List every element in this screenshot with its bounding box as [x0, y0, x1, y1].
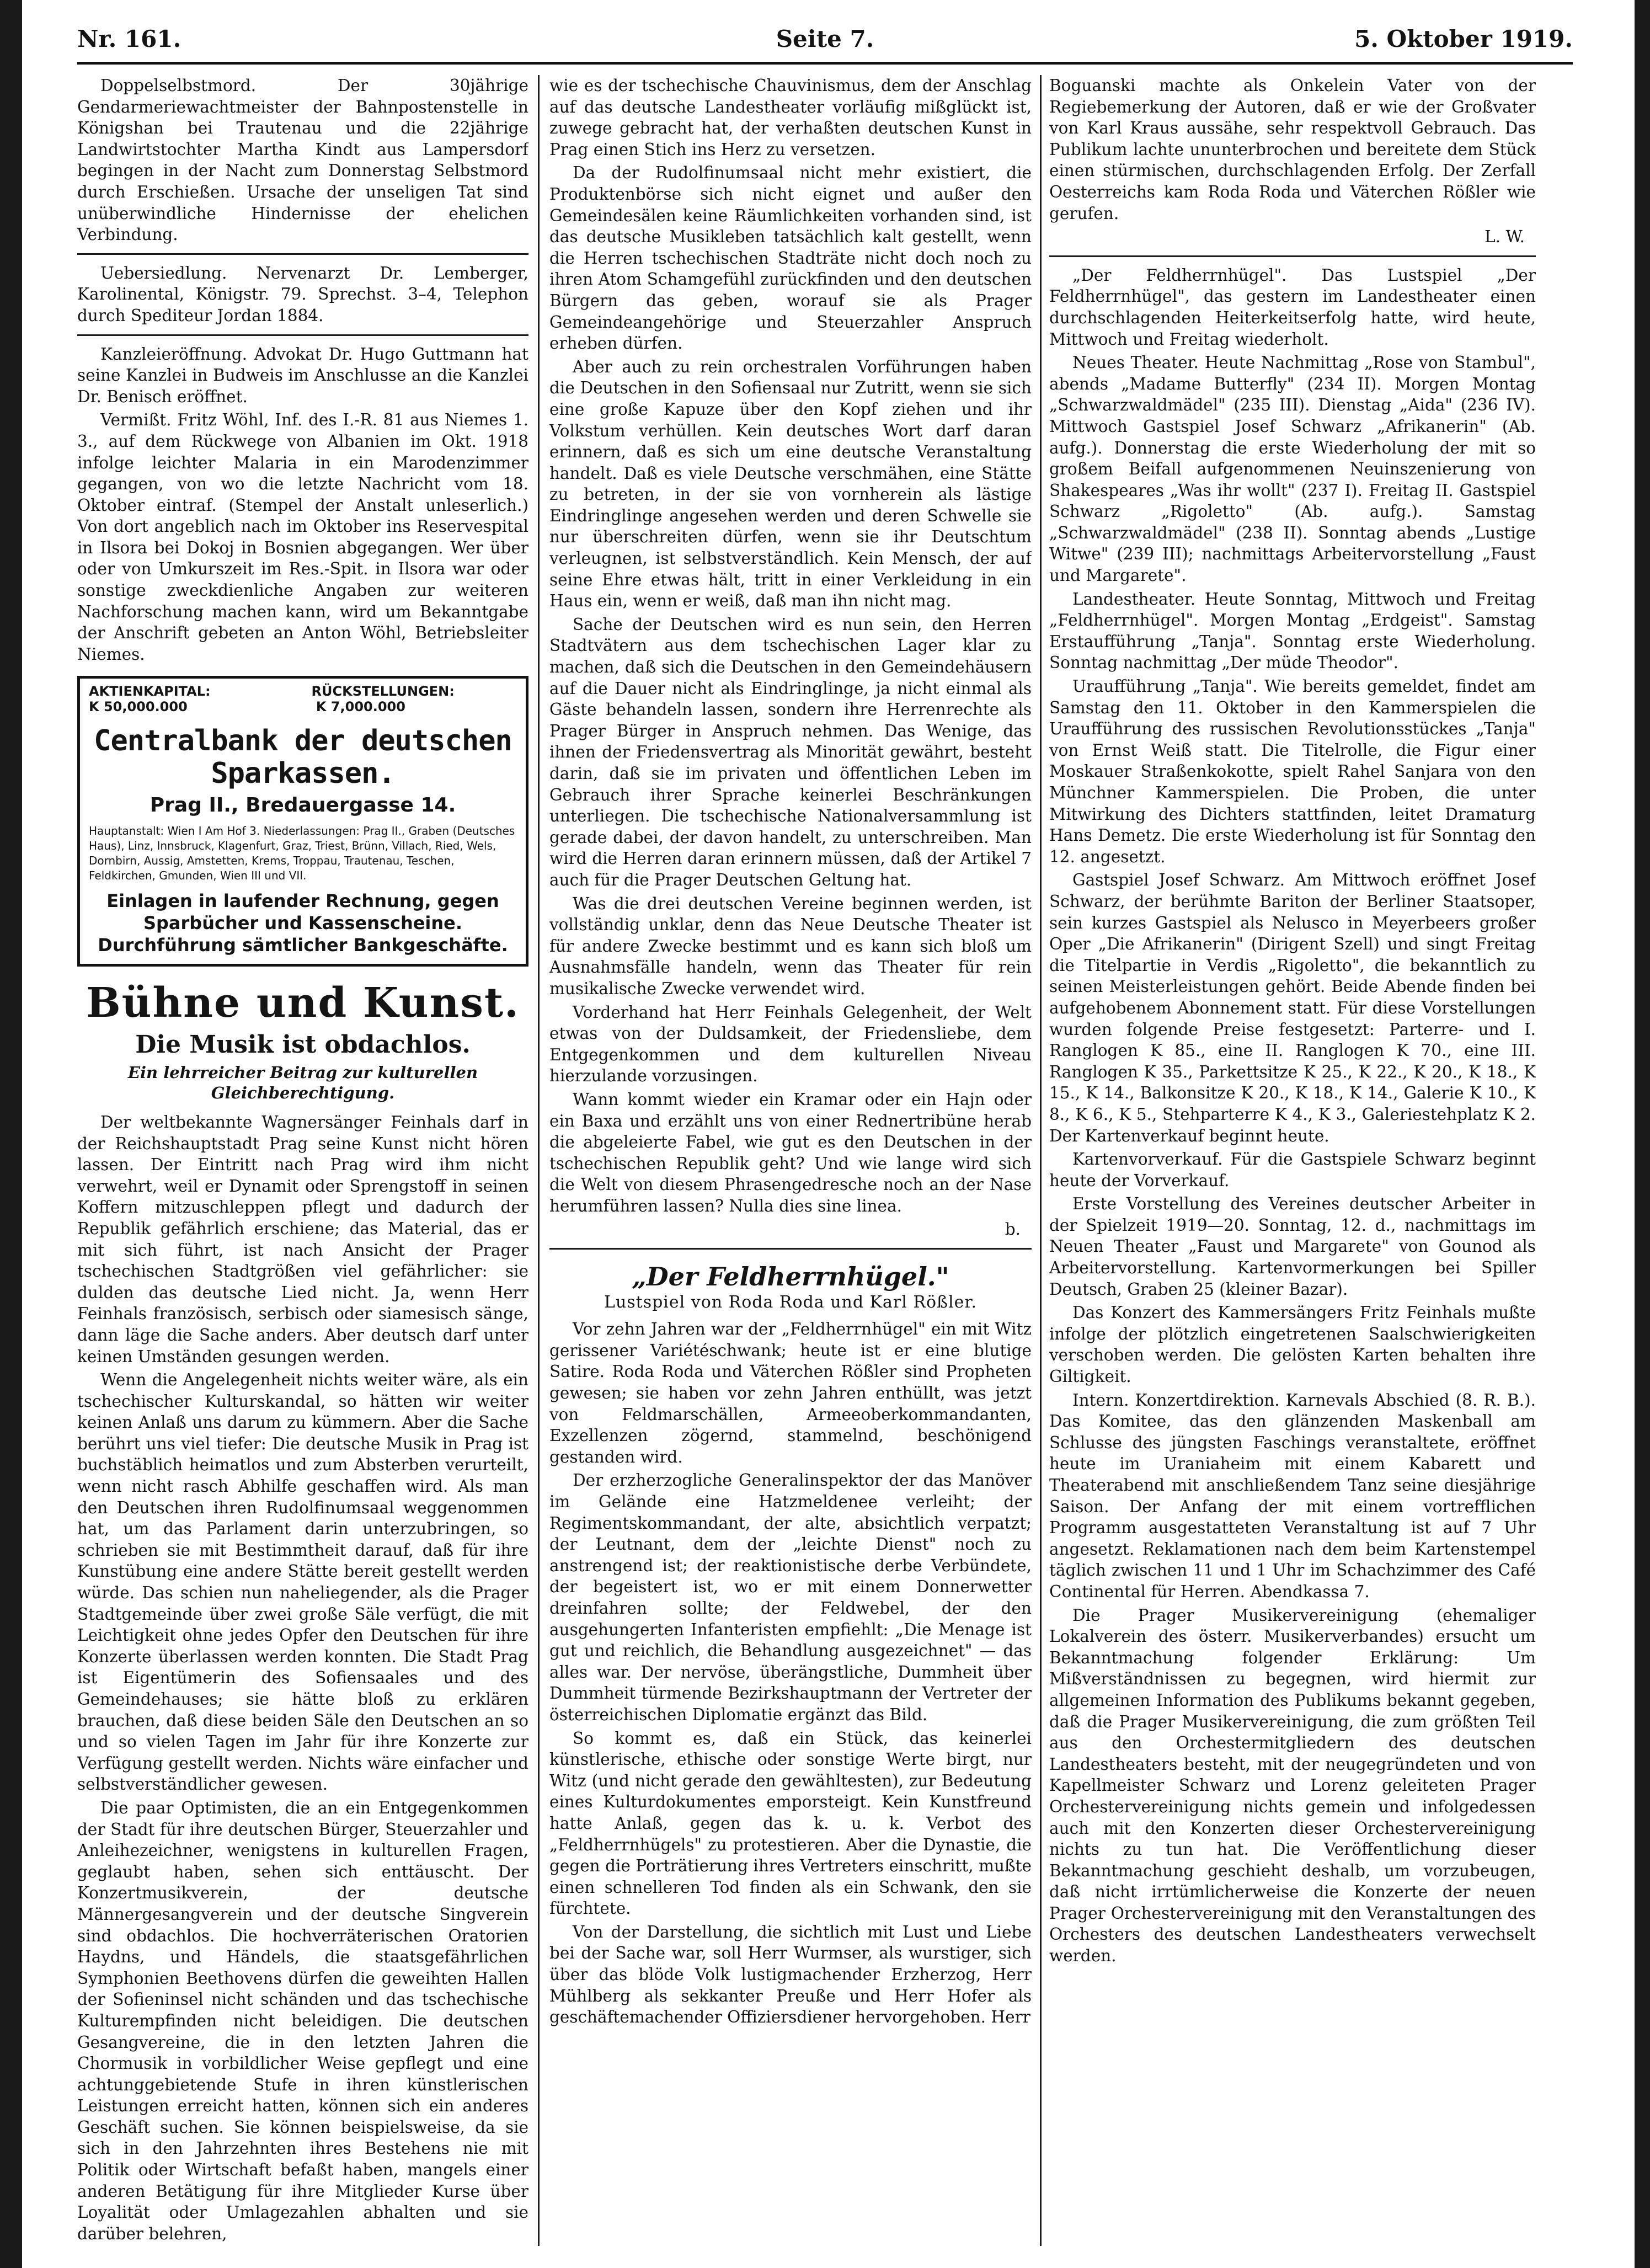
theater-notice: Landestheater. Heute Sonntag, Mittwoch und Freitag „Feldherrnhügel". Morgen Montag „Erdgeist". Samstag Erstaufführung „Tanja". Sonntag erste Wiederholung. Sonntag nachmittag „Der müde Theodor". — [1049, 589, 1536, 673]
article-paragraph: Sache der Deutschen wird es nun sein, den Herren Stadtvätern aus dem tschechischen Lager klar zu machen, daß sich die Deutschen in den Gemeindehäusern auf die Dauer nicht als Eindringlinge, ja nicht einmal als Gäste behandeln lassen, sondern ihre Herrenrechte als Prager Bürger in Anspruch nehmen. Das Wenige, das ihnen der Friedensvertrag als Minorität gewährt, besteht darin, daß sie im privaten und öffentlichen Leben im Gebrauch ihrer Sprache keinerlei Beschränkungen unterliegen. Die tschechische Nationalversammlung ist gerade dabei, der davon handelt, zu unterschreiben. Man wird die Herren daran erinnern müssen, daß der Artikel 7 auch für die Prager Deutschen Geltung hat. — [549, 615, 1032, 889]
article-title: Die Musik ist obdachlos. — [135, 1031, 471, 1059]
review-paragraph: Vor zehn Jahren war der „Feldherrnhügel" ein mit Witz gerissener Variétéschwank; heute ist er eine blutige Satire. Roda Roda und Väterchen Rößler sind Propheten gewesen; sie haben vor zehn Jahren enthüllt, was jetzt von Feldmarschällen, Armeeoberkommandanten, Exzellenzen zögernd, stammelnd, beschönigend gestanden wird. — [549, 1320, 1032, 1466]
article-subtitle: Ein lehrreicher Beitrag zur kulturellen Gleichberechtigung. — [127, 1063, 478, 1103]
divider — [549, 1248, 1032, 1250]
page-number: Seite 7. — [776, 25, 874, 52]
article-paragraph: Aber auch zu rein orchestralen Vorführungen haben die Deutschen in den Sofiensaal nur Zutritt, wenn sie sich eine große Kapuze über den Kopf ziehen und ihr Volkstum verhüllen. Kein deutsches Wort darf daran erinnern, daß es sich um eine deutsche Veranstaltung handelt. Daß es viele Deutsche verschmähen, eine Stätte zu betreten, in der sie von vornherein als lästige Eindringlinge angesehen werden und deren Schwelle sie nur überschreiten dürfen, wenn sie ihr Deutschtum verleugnen, ist selbstverständlich. Kein Mensch, der auf seine Ehre etwas hält, tritt in einer Verkleidung in ein Haus ein, wenn er weiß, daß man ihn nicht mag. — [549, 357, 1032, 611]
ad-capital-value: K 50,000.000 — [89, 699, 188, 715]
ad-address: Prag II., Bredauergasse 14. — [149, 794, 456, 817]
divider — [77, 253, 528, 255]
ad-capital-label: AKTIENKAPITAL: — [89, 684, 211, 700]
article-signature: b. — [1005, 1220, 1021, 1239]
review-title: „Der Feldherrnhügel." — [632, 1262, 949, 1292]
article-paragraph: Da der Rudolfinumsaal nicht mehr existiert, die Produktenbörse sich nicht eignet und außer den Gemeindesälen keine Räumlichkeiten vorhanden sind, ist das deutsche Musikleben tatsächlich kalt gestellt, wenn die Herren tschechischen Stadträte nicht doch noch zu ihren Atom Schamgefühl zurückfinden und den deutschen Bürgern das geben, worauf sie als Prager Gemeindeangehörige und Steuerzahler Anspruch erheben dürfen. — [549, 163, 1032, 353]
news-item: Kanzleieröffnung. Advokat Dr. Hugo Guttmann hat seine Kanzlei in Budweis im Anschlusse an die Kanzlei Dr. Benisch eröffnet. — [77, 344, 528, 406]
article-paragraph: Der weltbekannte Wagnersänger Feinhals darf in der Reichshauptstadt Prag seine Kunst nicht hören lassen. Der Eintritt nach Prag wird ihm nicht verwehrt, weil er Dynamit oder Sprengstoff in seinen Koffern mitzuschleppen pflegt und dadurch der Republik gefährlich erschiene; das Material, das er mit sich führt, ist nach Ansicht der Prager tschechischen Stadtgrößen viel gefährlicher: sie dulden das deutsche Lied nicht. Ja, wenn Herr Feinhals französisch, serbisch oder siamesisch sänge, dann läge die Sache anders. Aber deutsch darf unter keinen Umständen gesungen werden. — [77, 1112, 528, 1366]
header-rule — [77, 62, 1573, 65]
news-item: Doppelselbstmord. Der 30jährige Gendarmeriewachtmeister der Bahnpostenstelle in Königshan bei Trautenau und die 22jährige Landwirtstochter Martha Kindt aus Lampersdorf begingen in der Nacht zum Donnerstag Selbstmord durch Erschießen. Ursache der unseligen Tat sind unüberwindliche Hindernisse der ehelichen Verbindung. — [77, 76, 528, 244]
ad-reserve-label: RÜCKSTELLUNGEN: — [311, 684, 455, 700]
scan-edge-left — [0, 0, 22, 2268]
theater-notice: Uraufführung „Tanja". Wie bereits gemeldet, findet am Samstag den 11. Oktober in den Kammerspielen die Uraufführung des russischen Revolutionsstückes „Tanja" von Ernst Weiß statt. Die Titelrolle, die Figur einer Moskauer Straßenkokotte, spielt Rahel Sanjara von den Münchner Kammerspielen. Die Proben, die unter Mitwirkung des Dichters stattfinden, leitet Dramaturg Hans Demetz. Die erste Wiederholung ist für Sonntag den 12. angesetzt. — [1049, 677, 1536, 866]
bank-advertisement — [77, 676, 528, 966]
theater-notice: Intern. Konzertdirektion. Karnevals Abschied (8. R. B.). Das Komitee, das den glänzenden Maskenball am Schlusse des jüngsten Faschings veranstaltete, eröffnet heute im Uraniaheim mit einem Kabarett und Theaterabend mit anschließendem Tanz seine diesjährige Saison. Der Anfang der mit einem vortrefflichen Programm ausgestatteten Veranstaltung ist auf 7 Uhr angesetzt. Reklamationen nach dem beim Kartenstempel täglich zwischen 11 und 1 Uhr im Schachzimmer des Café Continental für Herren. Abendkassa 7. — [1049, 1390, 1536, 1601]
column-rule — [1040, 75, 1042, 2246]
article-paragraph: Die paar Optimisten, die an ein Entgegenkommen der Stadt für ihre deutschen Bürger, Steuerzahler und Anleihezeichner, wenigstens in kulturellen Fragen, geglaubt haben, sehen sich enttäuscht. Der Konzertmusikverein, der deutsche Männergesangverein und der deutsche Singverein sind obdachlos. Die hochverräterischen Oratorien Haydns, und Händels, die staatsgefährlichen Symphonien Beethovens dürfen die geweihten Hallen der Sofieninsel nicht schänden und das tschechische Kulturempfinden nicht beleidigen. Die deutschen Gesangvereine, die in den letzten Jahren die Chormusik in vorbildlicher Weise gepflegt und eine achtunggebietende Stufe in ihren künstlerischen Leistungen erreicht hatten, können sich ein anderes Geschäft suchen. Sie können beispielsweise, da sie sich in den Jahrzehnten ihres Bestehens nie mit Politik oder Wirtschaft befaßt haben, mangels einer anderen Betätigung für ihre Mitglieder Kurse über Loyalität oder Umlagezahlen abhalten und sie darüber belehren, — [77, 1798, 528, 2243]
review-paragraph: Von der Darstellung, die sichtlich mit Lust und Liebe bei der Sache war, soll Herr Wurmser, als wurstiger, sich über das blöde Volk lustigmachender Erzherzog, Herr Mühlberg als sekkanter Preuße und Herr Hofer als geschäftemachender Offiziersdiener hervorgehoben. Herr — [549, 1922, 1032, 2027]
review-paragraph: Der erzherzogliche Generalinspektor der das Manöver im Gelände eine Hatzmeldenee verleiht; der Regimentskommandant, der alte, absichtlich verpatzt; der Leutnant, dem der „leichte Dienst" noch zu anstrengend ist; der reaktionistische derbe Verbündete, der begeistert ist, wo er mit einem Donnerwetter dreinfahren sollte; der Feldwebel, der den ausgehungerten Infanteristen empfiehlt: „Die Menage ist gut und reichlich, die Behandlung ausgezeichnet" — das alles war. Der nervöse, überängstliche, Dummheit über Dummheit türmende Bezirkshauptmann der Vertreter der österreichischen Diplomatie ergänzt das Bild. — [549, 1471, 1032, 1724]
theater-notice: Erste Vorstellung des Vereines deutscher Arbeiter in der Spielzeit 1919—20. Sonntag, 12. d., nachmittags im Neuen Theater „Faust und Margarete" von Gounod als Arbeitervorstellung. Kartenvormerkungen bei Spiller Deutsch, Graben 25 (kleiner Bazar). — [1049, 1194, 1536, 1299]
ad-branches: Hauptanstalt: Wien I Am Hof 3. Niederlassungen: Prag II., Graben (Deutsches Haus), Linz, Innsbruck, Klagenfurt, Graz, Triest, Brünn, Villach, Ried, Wels, Dornbirn, Aussig, Amstetten, Krems, Troppau, Trautenau, Teschen, Feldkirchen, Gmunden, Wien III und VII. — [89, 824, 515, 882]
theater-notice: Die Prager Musikervereinigung (ehemaliger Lokalverein des österr. Musikerverbandes) ersucht um Bekanntmachung folgender Erklärung: Um Mißverständnissen zu begegnen, wird hiermit zur allgemeinen Information des Publikums bekannt gegeben, daß die Prager Musikervereinigung, die zum größten Teil aus den Orchestermitgliedern des deutschen Landestheaters besteht, mit der neugegründeten und von Kapellmeister Schwarz und Lorenz geleiteten Prager Orchestervereinigung nichts gemein und infolgedessen auch mit den Konzerten dieser Orchestervereinigung nichts zu tun hat. Die Veröffentlichung dieser Bekanntmachung geschieht deshalb, um vorzubeugen, daß nicht irrtümlicherweise die Konzerte der neuen Prager Orchestervereinigung mit den Veranstaltungen des Orchesters des deutschen Landestheaters verwechselt werden. — [1049, 1605, 1536, 1966]
divider — [1049, 255, 1536, 257]
theater-notice: Gastspiel Josef Schwarz. Am Mittwoch eröffnet Josef Schwarz, der berühmte Bariton der Berliner Staatsoper, sein kurzes Gastspiel als Nelusco in Meyerbeers großer Oper „Die Afrikanerin" (Dirigent Szell) und singt Freitag die Titelpartie in Verdis „Rigoletto", die bekanntlich zu seinen Meisterleistungen gehört. Beide Abende finden bei aufgehobenem Abonnement statt. Für diese Vorstellungen wurden folgende Preise festgesetzt: Parterre- und I. Ranglogen K 85., eine II. Ranglogen K 70., eine III. Ranglogen K 35., Parkettsitze K 25., K 22., K 20., K 18., K 15., K 14., Balkonsitze K 20., K 18., K 14., Galerie K 10., K 8., K 6., K 5., Stehparterre K 4., K 3., Galeriestehplatz K 2. Der Kartenverkauf beginnt heute. — [1049, 871, 1536, 1145]
page-header — [77, 21, 1573, 60]
theater-notice: Neues Theater. Heute Nachmittag „Rose von Stambul", abends „Madame Butterfly" (234 II). Morgen Montag „Schwarzwaldmädel" (235 III). Dienstag „Aida" (236 IV). Mittwoch Gastspiel Josef Schwarz „Afrikanerin" (Ab. aufg.). Donnerstag die erste Wiederholung der mit so großem Beifall aufgenommenen Neuinszenierung von Shakespeares „Was ihr wollt" (237 I). Freitag II. Gastspiel Schwarz „Rigoletto" (Ab. aufg.). Samstag „Schwarzwaldmädel" (238 II). Sonntag abends „Lustige Witwe" (239 III); nachmittags Arbeitervorstellung „Faust und Margarete". — [1049, 353, 1536, 585]
ad-bank-name: Centralbank der deutschen Sparkassen. — [94, 724, 512, 791]
ad-deposits: Einlagen in laufender Rechnung, gegen Sparbücher und Kassenscheine. — [106, 890, 499, 933]
article-paragraph: Was die drei deutschen Vereine beginnen werden, ist vollständig unklar, denn das Neue Deutsche Theater ist für andere Zwecke bestimmt und es kann sich bloß um Ausnahmsfälle handeln, wenn das Theater für rein musikalische Zwecke verwendet wird. — [549, 894, 1032, 998]
article-paragraph: wie es der tschechische Chauvinismus, dem der Anschlag auf das deutsche Landestheater vorläufig mißglückt ist, zuwege gebracht hat, der verhaßten deutschen Kunst in Prag einen Stich ins Herz zu versetzen. — [549, 76, 1032, 159]
review-paragraph: Boguanski machte als Onkelein Vater von der Regiebemerkung der Autoren, daß er wie der Großvater von Karl Kraus aussähe, sehr respektvoll Gebrauch. Das Publikum lachte ununterbrochen und bereitete dem Stück einen stürmischen, durchschlagenden Erfolg. Der Zerfall Oesterreichs kam Roda Roda und Väterchen Rößler wie gerufen. — [1049, 76, 1536, 223]
ad-capital-row — [89, 684, 517, 714]
review-paragraph: So kommt es, daß ein Stück, das keinerlei künstlerische, ethische oder sonstige Werte birgt, nur Witz (und nicht gerade den gewähltesten), zur Bedeutung eines Kulturdokumentes emporsteigt. Kein Kunstfreund hatte Anlaß, gegen das k. u. k. Verbot des „Feldherrnhügels" zu protestieren. Aber die Dynastie, die gegen die Porträtierung ihres Vertreters einschritt, mußte einen schnelleren Tod finden als ein Schwank, den sie fürchtete. — [549, 1728, 1032, 1918]
column-2 — [549, 75, 1032, 2246]
news-item: Vermißt. Fritz Wöhl, Inf. des I.-R. 81 aus Niemes 1. 3., auf dem Rückwege von Albanien im Okt. 1918 infolge leichter Malaria in ein Marodenzimmer gegangen, von wo die letzte Nachricht vom 18. Oktober eintraf. (Stempel der Anstalt unleserlich.) Von dort angeblich nach im Oktober ins Reservespital in Ilsora bei Dokoj in Bosnien abgegangen. Wer über oder von Umkurszeit im Res.-Spit. in Ilsora war oder sonstige zweckdienliche Angaben zur weiteren Nachforschung machen kann, wird um Bekanntgabe der Anschrift gebeten an Anton Wöhl, Betriebsleiter Niemes. — [77, 410, 528, 664]
ad-capital — [89, 684, 294, 714]
ad-reserve — [312, 684, 517, 714]
theater-notice: Kartenvorverkauf. Für die Gastspiele Schwarz beginnt heute der Vorverkauf. — [1049, 1150, 1536, 1190]
ad-banking: Durchführung sämtlicher Bankgeschäfte. — [98, 934, 508, 956]
issue-date: 5. Oktober 1919. — [1354, 25, 1573, 52]
column-3 — [1049, 75, 1536, 2246]
divider — [77, 334, 528, 336]
news-item: Uebersiedlung. Nervenarzt Dr. Lemberger, Karolinental, Königstr. 79. Sprechst. 3–4, Telephon durch Spediteur Jordan 1884. — [77, 263, 528, 325]
article-paragraph: Wenn die Angelegenheit nichts weiter wäre, als ein tschechischer Kulturskandal, so hätten wir weiter keinen Anlaß uns darum zu kümmern. Aber die Sache berührt uns viel tiefer: Die deutsche Musik in Prag ist buchstäblich heimatlos und zum Absterben verurteilt, wenn nicht rasch Abhilfe geschaffen wird. Als man den Deutschen ihren Rudolfinumsaal weggenommen hat, um das Parlament darin unterzubringen, so schrieben sie mit Bestimmtheit darauf, daß für ihre Kunstübung eine andere Stätte bereit gestellt werden würde. Das schien nun naheliegender, als die Prager Stadtgemeinde über zwei große Säle verfügt, die mit Leichtigkeit ohne jedes Opfer den Deutschen für ihre Konzerte überlassen werden konnten. Die Stadt Prag ist Eigentümerin des Sofiensaales und des Gemeindehauses; sie hätte bloß zu erklären brauchen, daß diese beiden Säle den Deutschen an so und so vielen Tagen im Jahr für ihre Konzerte zur Verfügung gestellt werden. Nichts wäre einfacher und selbstverständlicher gewesen. — [77, 1370, 528, 1794]
theater-notice: Das Konzert des Kammersängers Fritz Feinhals mußte infolge der plötzlich eingetretenen Saalschwierigkeiten verschoben werden. Die gelösten Karten behalten ihre Giltigkeit. — [1049, 1303, 1536, 1386]
section-title: Bühne und Kunst. — [86, 979, 520, 1027]
issue-number: Nr. 161. — [77, 25, 181, 52]
article-paragraph: Vorderhand hat Herr Feinhals Gelegenheit, der Welt etwas von der Duldsamkeit, der Friedensliebe, dem Entgegenkommen und dem kulturellen Niveau hierzulande vorzusingen. — [549, 1002, 1032, 1086]
column-rule — [538, 75, 540, 2246]
scan-edge-right — [1635, 0, 1650, 2268]
article-paragraph: Wann kommt wieder ein Kramar oder ein Hajn oder ein Baxa und erzählt uns von einer Rednertribüne herab die abgeleierte Fabel, wie gut es den Deutschen in der tschechischen Republik geht? Und wie lange wird sich die Welt von diesem Phrasengedresche noch an der Nase herumführen lassen? Nulla dies sine linea. — [549, 1090, 1032, 1215]
ad-reserve-value: K 7,000.000 — [316, 699, 405, 715]
review-signature: L. W. — [1485, 227, 1525, 247]
column-1 — [77, 75, 528, 2246]
theater-notice: „Der Feldherrnhügel". Das Lustspiel „Der Feldherrnhügel", das gestern im Landestheater einen durchschlagenden Heiterkeitserfolg hatte, wird heute, Mittwoch und Freitag wiederholt. — [1049, 265, 1536, 349]
review-subtitle: Lustspiel von Roda Roda und Karl Rößler. — [604, 1292, 977, 1312]
